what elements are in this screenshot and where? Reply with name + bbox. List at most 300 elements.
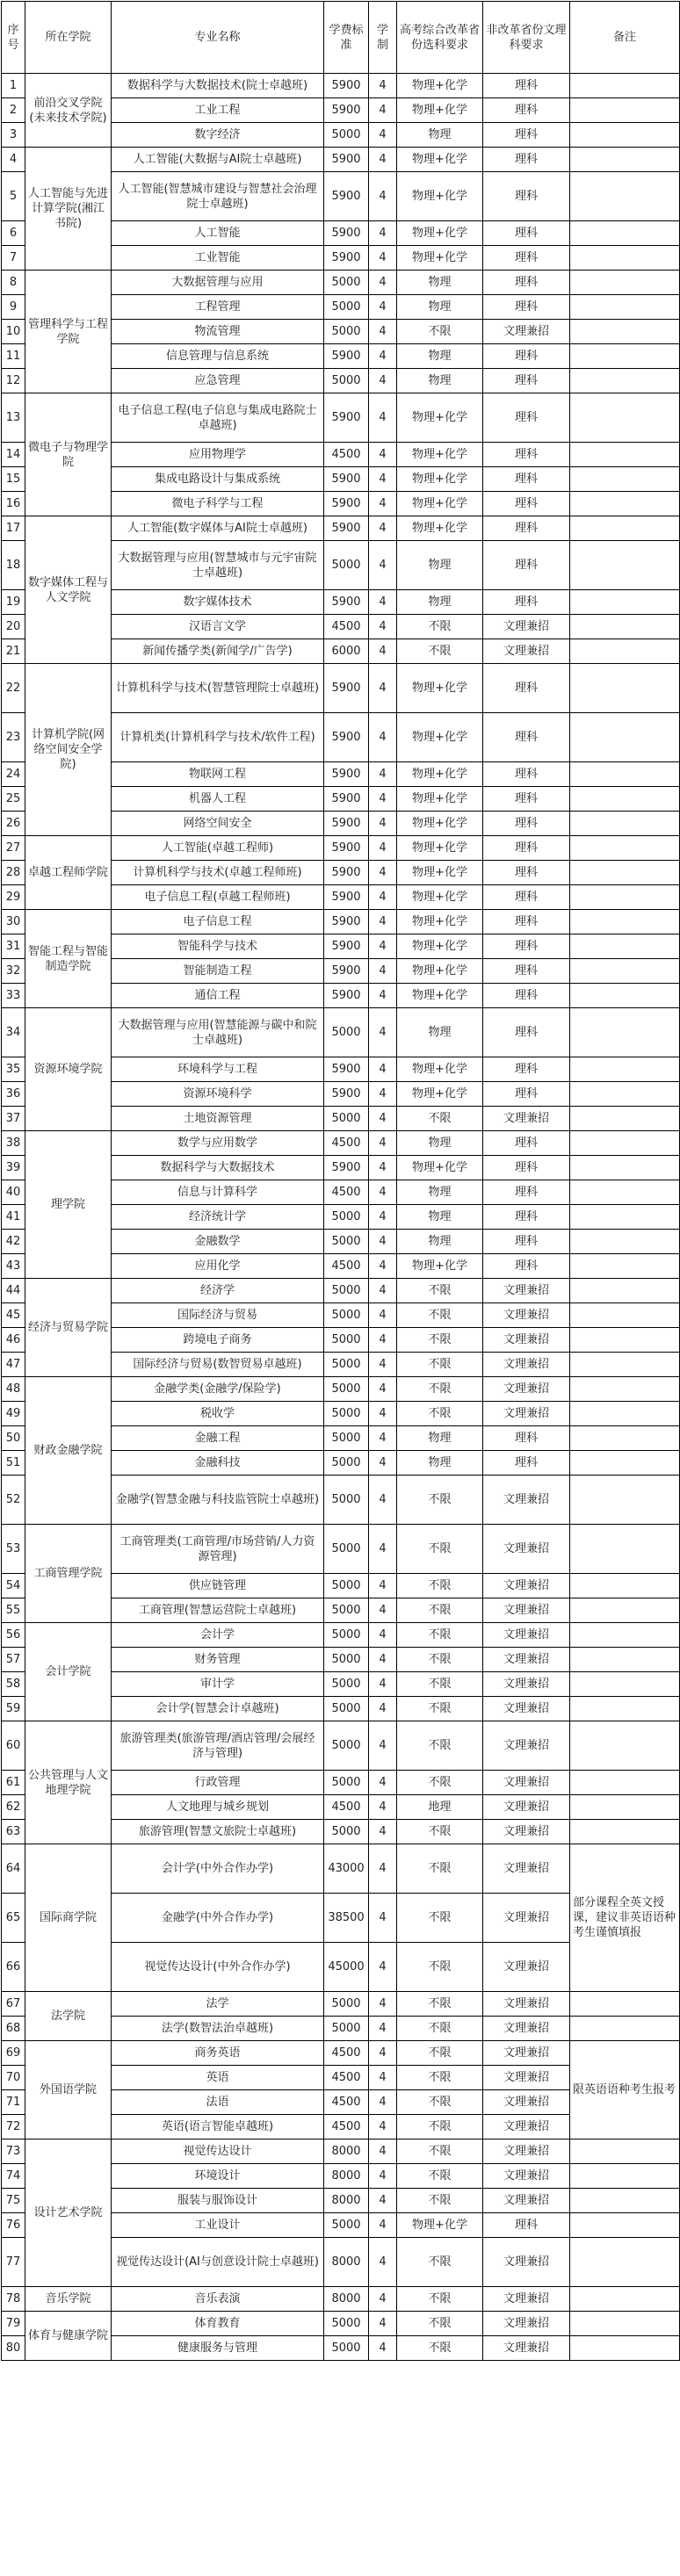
- reform-requirement: 物理: [397, 590, 483, 615]
- major-name: 跨境电子商务: [112, 1328, 324, 1353]
- nonreform-requirement: 理科: [483, 541, 570, 590]
- study-years: 4: [369, 984, 397, 1008]
- tuition-fee: 5900: [324, 984, 369, 1008]
- remark-empty: [570, 1771, 680, 1795]
- row-number: 48: [2, 1377, 25, 1402]
- remark-empty: [570, 836, 680, 861]
- major-name: 经济学: [112, 1279, 324, 1303]
- reform-requirement: 物理+化学: [397, 148, 483, 172]
- remark-empty: [570, 1648, 680, 1672]
- reform-requirement: 物理+化学: [397, 959, 483, 984]
- nonreform-requirement: 理科: [483, 443, 570, 467]
- reform-requirement: 不限: [397, 2312, 483, 2336]
- nonreform-requirement: 文理兼招: [483, 2017, 570, 2041]
- major-name: 金融学(中外合作办学): [112, 1894, 324, 1943]
- row-number: 8: [2, 271, 25, 295]
- nonreform-requirement: 理科: [483, 369, 570, 393]
- tuition-fee: 5000: [324, 1328, 369, 1353]
- row-number: 76: [2, 2213, 25, 2238]
- study-years: 4: [369, 344, 397, 369]
- study-years: 4: [369, 1598, 397, 1623]
- tuition-fee: 5900: [324, 590, 369, 615]
- major-name: 人工智能: [112, 221, 324, 246]
- row-number: 24: [2, 762, 25, 787]
- major-name: 国际经济与贸易: [112, 1303, 324, 1328]
- reform-requirement: 物理: [397, 123, 483, 148]
- study-years: 4: [369, 885, 397, 910]
- remark-empty: [570, 123, 680, 148]
- remark-empty: [570, 1672, 680, 1697]
- study-years: 4: [369, 1721, 397, 1771]
- reform-requirement: 不限: [397, 1894, 483, 1943]
- study-years: 4: [369, 2115, 397, 2139]
- major-name: 电子信息工程(卓越工程师班): [112, 885, 324, 910]
- row-number: 67: [2, 1992, 25, 2017]
- major-name: 人文地理与城乡规划: [112, 1795, 324, 1820]
- row-number: 27: [2, 836, 25, 861]
- major-name: 金融学(智慧金融与科技监管院士卓越班): [112, 1476, 324, 1525]
- major-name: 数据科学与大数据技术: [112, 1156, 324, 1180]
- nonreform-requirement: 理科: [483, 910, 570, 934]
- major-name: 会计学(智慧会计卓越班): [112, 1697, 324, 1721]
- major-name: 电子信息工程: [112, 910, 324, 934]
- tuition-fee: 5000: [324, 1008, 369, 1057]
- remark-empty: [570, 1451, 680, 1476]
- study-years: 4: [369, 1894, 397, 1943]
- reform-requirement: 物理+化学: [397, 762, 483, 787]
- study-years: 4: [369, 1402, 397, 1426]
- nonreform-requirement: 理科: [483, 984, 570, 1008]
- college-name: 微电子与物理学院: [25, 393, 112, 516]
- major-name: 应用物理学: [112, 443, 324, 467]
- reform-requirement: 不限: [397, 1328, 483, 1353]
- study-years: 4: [369, 1254, 397, 1279]
- reform-requirement: 不限: [397, 2139, 483, 2164]
- study-years: 4: [369, 74, 397, 98]
- reform-requirement: 不限: [397, 2115, 483, 2139]
- nonreform-requirement: 理科: [483, 172, 570, 221]
- remark-empty: [570, 1328, 680, 1353]
- remark-empty: [570, 2238, 680, 2287]
- row-number: 49: [2, 1402, 25, 1426]
- reform-requirement: 不限: [397, 2189, 483, 2213]
- major-name: 工业智能: [112, 246, 324, 271]
- reform-requirement: 物理+化学: [397, 1156, 483, 1180]
- remark-empty: [570, 2164, 680, 2189]
- study-years: 4: [369, 295, 397, 320]
- study-years: 4: [369, 2090, 397, 2115]
- study-years: 4: [369, 246, 397, 271]
- tuition-fee: 5000: [324, 1476, 369, 1525]
- remark-empty: [570, 762, 680, 787]
- row-number: 61: [2, 1771, 25, 1795]
- reform-requirement: 不限: [397, 639, 483, 664]
- nonreform-requirement: 文理兼招: [483, 1943, 570, 1992]
- study-years: 4: [369, 1230, 397, 1254]
- header-row: [2, 2, 680, 74]
- major-name: 人工智能(数字媒体与AI院士卓越班): [112, 516, 324, 541]
- major-name: 会计学: [112, 1623, 324, 1648]
- nonreform-requirement: 理科: [483, 885, 570, 910]
- remark-empty: [570, 934, 680, 959]
- row-number: 74: [2, 2164, 25, 2189]
- remark-empty: [570, 541, 680, 590]
- table-row: [2, 1992, 680, 2017]
- remark-empty: [570, 2213, 680, 2238]
- major-name: 英语: [112, 2066, 324, 2090]
- reform-requirement: 不限: [397, 1820, 483, 1844]
- table-row: [2, 1279, 680, 1303]
- nonreform-requirement: 理科: [483, 516, 570, 541]
- reform-requirement: 不限: [397, 1525, 483, 1574]
- nonreform-requirement: 理科: [483, 934, 570, 959]
- remark-empty: [570, 1205, 680, 1230]
- table-row: [2, 1623, 680, 1648]
- study-years: 4: [369, 1943, 397, 1992]
- study-years: 4: [369, 787, 397, 812]
- row-number: 66: [2, 1943, 25, 1992]
- study-years: 4: [369, 1771, 397, 1795]
- remark-empty: [570, 1353, 680, 1377]
- tuition-fee: 5000: [324, 541, 369, 590]
- study-years: 4: [369, 2238, 397, 2287]
- row-number: 59: [2, 1697, 25, 1721]
- remark-empty: [570, 713, 680, 762]
- tuition-fee: 5000: [324, 2312, 369, 2336]
- study-years: 4: [369, 934, 397, 959]
- tuition-fee: 4500: [324, 2115, 369, 2139]
- nonreform-requirement: 理科: [483, 98, 570, 123]
- tuition-fee: 4500: [324, 1131, 369, 1156]
- study-years: 4: [369, 1648, 397, 1672]
- remark-empty: [570, 1082, 680, 1107]
- table-row: [2, 148, 680, 172]
- study-years: 4: [369, 148, 397, 172]
- study-years: 4: [369, 1008, 397, 1057]
- study-years: 4: [369, 762, 397, 787]
- nonreform-requirement: 文理兼招: [483, 1303, 570, 1328]
- major-name: 税收学: [112, 1402, 324, 1426]
- nonreform-requirement: 文理兼招: [483, 1353, 570, 1377]
- nonreform-requirement: 文理兼招: [483, 639, 570, 664]
- tuition-fee: 5900: [324, 393, 369, 443]
- major-name: 国际经济与贸易(数智贸易卓越班): [112, 1353, 324, 1377]
- row-number: 62: [2, 1795, 25, 1820]
- nonreform-requirement: 文理兼招: [483, 1697, 570, 1721]
- major-name: 资源环境科学: [112, 1082, 324, 1107]
- major-name: 数字媒体技术: [112, 590, 324, 615]
- major-name: 工商管理类(工商管理/市场营销/人力资源管理): [112, 1525, 324, 1574]
- table-body: [2, 74, 680, 2361]
- tuition-fee: 5000: [324, 2213, 369, 2238]
- row-number: 37: [2, 1107, 25, 1131]
- college-name: 卓越工程师学院: [25, 836, 112, 910]
- college-name: 法学院: [25, 1992, 112, 2041]
- nonreform-requirement: 理科: [483, 1230, 570, 1254]
- row-number: 39: [2, 1156, 25, 1180]
- remark-empty: [570, 1697, 680, 1721]
- study-years: 4: [369, 639, 397, 664]
- row-number: 11: [2, 344, 25, 369]
- tuition-fee: 5000: [324, 2017, 369, 2041]
- row-number: 17: [2, 516, 25, 541]
- remark-text: 限英语语种考生报考: [570, 2041, 680, 2139]
- tuition-fee: 5900: [324, 1057, 369, 1082]
- major-name: 工业设计: [112, 2213, 324, 2238]
- study-years: 4: [369, 123, 397, 148]
- remark-empty: [570, 812, 680, 836]
- study-years: 4: [369, 467, 397, 492]
- row-number: 23: [2, 713, 25, 762]
- table-row: [2, 2041, 680, 2066]
- tuition-fee: 5900: [324, 713, 369, 762]
- row-number: 4: [2, 148, 25, 172]
- college-name: 国际商学院: [25, 1844, 112, 1992]
- nonreform-requirement: 文理兼招: [483, 1525, 570, 1574]
- reform-requirement: 不限: [397, 1107, 483, 1131]
- major-name: 商务英语: [112, 2041, 324, 2066]
- tuition-fee: 8000: [324, 2139, 369, 2164]
- reform-requirement: 不限: [397, 320, 483, 344]
- remark-empty: [570, 1820, 680, 1844]
- remark-empty: [570, 467, 680, 492]
- nonreform-requirement: 理科: [483, 1082, 570, 1107]
- row-number: 68: [2, 2017, 25, 2041]
- nonreform-requirement: 文理兼招: [483, 1820, 570, 1844]
- reform-requirement: 物理: [397, 1205, 483, 1230]
- nonreform-requirement: 理科: [483, 1205, 570, 1230]
- reform-requirement: 物理+化学: [397, 934, 483, 959]
- remark-empty: [570, 443, 680, 467]
- study-years: 4: [369, 1303, 397, 1328]
- study-years: 4: [369, 1328, 397, 1353]
- row-number: 21: [2, 639, 25, 664]
- remark-empty: [570, 861, 680, 885]
- study-years: 4: [369, 2164, 397, 2189]
- reform-requirement: 物理: [397, 344, 483, 369]
- major-name: 信息与计算科学: [112, 1180, 324, 1205]
- study-years: 4: [369, 1131, 397, 1156]
- row-number: 42: [2, 1230, 25, 1254]
- header-nonreform: 非改革省份文理科要求: [483, 2, 570, 74]
- major-name: 微电子科学与工程: [112, 492, 324, 516]
- major-name: 大数据管理与应用: [112, 271, 324, 295]
- remark-empty: [570, 1476, 680, 1525]
- remark-empty: [570, 959, 680, 984]
- nonreform-requirement: 理科: [483, 1156, 570, 1180]
- tuition-fee: 5900: [324, 934, 369, 959]
- nonreform-requirement: 理科: [483, 123, 570, 148]
- row-number: 33: [2, 984, 25, 1008]
- remark-empty: [570, 787, 680, 812]
- reform-requirement: 物理+化学: [397, 393, 483, 443]
- row-number: 10: [2, 320, 25, 344]
- reform-requirement: 不限: [397, 2041, 483, 2066]
- reform-requirement: 物理+化学: [397, 172, 483, 221]
- college-name: 音乐学院: [25, 2287, 112, 2312]
- admission-table: [1, 1, 680, 2361]
- reform-requirement: 不限: [397, 1721, 483, 1771]
- reform-requirement: 物理+化学: [397, 246, 483, 271]
- reform-requirement: 物理+化学: [397, 664, 483, 713]
- reform-requirement: 物理+化学: [397, 2213, 483, 2238]
- tuition-fee: 5000: [324, 1205, 369, 1230]
- tuition-fee: 5900: [324, 762, 369, 787]
- reform-requirement: 物理: [397, 1131, 483, 1156]
- college-name: 体育与健康学院: [25, 2312, 112, 2361]
- reform-requirement: 地理: [397, 1795, 483, 1820]
- reform-requirement: 不限: [397, 1377, 483, 1402]
- reform-requirement: 不限: [397, 1623, 483, 1648]
- nonreform-requirement: 理科: [483, 344, 570, 369]
- major-name: 旅游管理(智慧文旅院士卓越班): [112, 1820, 324, 1844]
- header-reform: 高考综合改革省份选科要求: [397, 2, 483, 74]
- tuition-fee: 45000: [324, 1943, 369, 1992]
- study-years: 4: [369, 320, 397, 344]
- nonreform-requirement: 理科: [483, 1426, 570, 1451]
- nonreform-requirement: 文理兼招: [483, 1328, 570, 1353]
- study-years: 4: [369, 2287, 397, 2312]
- row-number: 60: [2, 1721, 25, 1771]
- reform-requirement: 物理: [397, 1180, 483, 1205]
- study-years: 4: [369, 2213, 397, 2238]
- reform-requirement: 物理: [397, 1426, 483, 1451]
- major-name: 电子信息工程(电子信息与集成电路院士卓越班): [112, 393, 324, 443]
- tuition-fee: 5900: [324, 885, 369, 910]
- college-name: 经济与贸易学院: [25, 1279, 112, 1377]
- nonreform-requirement: 文理兼招: [483, 1672, 570, 1697]
- row-number: 64: [2, 1844, 25, 1894]
- remark-empty: [570, 344, 680, 369]
- remark-empty: [570, 1107, 680, 1131]
- row-number: 63: [2, 1820, 25, 1844]
- table-row: [2, 2139, 680, 2164]
- study-years: 4: [369, 1795, 397, 1820]
- table-row: [2, 664, 680, 713]
- row-number: 9: [2, 295, 25, 320]
- header-major: 专业名称: [112, 2, 324, 74]
- nonreform-requirement: 理科: [483, 1008, 570, 1057]
- row-number: 58: [2, 1672, 25, 1697]
- remark-empty: [570, 1721, 680, 1771]
- major-name: 物流管理: [112, 320, 324, 344]
- nonreform-requirement: 理科: [483, 713, 570, 762]
- remark-empty: [570, 1992, 680, 2017]
- reform-requirement: 物理+化学: [397, 861, 483, 885]
- table-row: [2, 74, 680, 98]
- tuition-fee: 5900: [324, 1156, 369, 1180]
- major-name: 新闻传播学类(新闻学/广告学): [112, 639, 324, 664]
- row-number: 55: [2, 1598, 25, 1623]
- reform-requirement: 物理+化学: [397, 812, 483, 836]
- table-row: [2, 1844, 680, 1894]
- study-years: 4: [369, 812, 397, 836]
- study-years: 4: [369, 516, 397, 541]
- major-name: 数字经济: [112, 123, 324, 148]
- row-number: 25: [2, 787, 25, 812]
- major-name: 视觉传达设计(AI与创意设计院士卓越班): [112, 2238, 324, 2287]
- reform-requirement: 不限: [397, 1672, 483, 1697]
- tuition-fee: 5000: [324, 123, 369, 148]
- table-row: [2, 393, 680, 443]
- major-name: 经济统计学: [112, 1205, 324, 1230]
- study-years: 4: [369, 541, 397, 590]
- tuition-fee: 4500: [324, 1180, 369, 1205]
- major-name: 汉语言文学: [112, 615, 324, 639]
- reform-requirement: 物理+化学: [397, 221, 483, 246]
- row-number: 5: [2, 172, 25, 221]
- study-years: 4: [369, 1057, 397, 1082]
- reform-requirement: 物理: [397, 1451, 483, 1476]
- nonreform-requirement: 理科: [483, 1451, 570, 1476]
- row-number: 69: [2, 2041, 25, 2066]
- reform-requirement: 不限: [397, 2066, 483, 2090]
- major-name: 服装与服饰设计: [112, 2189, 324, 2213]
- row-number: 43: [2, 1254, 25, 1279]
- tuition-fee: 5900: [324, 812, 369, 836]
- major-name: 视觉传达设计: [112, 2139, 324, 2164]
- tuition-fee: 5900: [324, 836, 369, 861]
- major-name: 应急管理: [112, 369, 324, 393]
- tuition-fee: 5000: [324, 1303, 369, 1328]
- tuition-fee: 5000: [324, 1402, 369, 1426]
- nonreform-requirement: 文理兼招: [483, 1402, 570, 1426]
- tuition-fee: 5000: [324, 1672, 369, 1697]
- study-years: 4: [369, 2189, 397, 2213]
- remark-empty: [570, 639, 680, 664]
- remark-empty: [570, 393, 680, 443]
- major-name: 计算机科学与技术(智慧管理院士卓越班): [112, 664, 324, 713]
- remark-empty: [570, 1525, 680, 1574]
- nonreform-requirement: 理科: [483, 812, 570, 836]
- nonreform-requirement: 文理兼招: [483, 2115, 570, 2139]
- tuition-fee: 4500: [324, 1254, 369, 1279]
- remark-empty: [570, 172, 680, 221]
- major-name: 工程管理: [112, 295, 324, 320]
- tuition-fee: 5000: [324, 1574, 369, 1598]
- college-name: 外国语学院: [25, 2041, 112, 2139]
- tuition-fee: 5000: [324, 1377, 369, 1402]
- nonreform-requirement: 文理兼招: [483, 1992, 570, 2017]
- remark-empty: [570, 910, 680, 934]
- major-name: 机器人工程: [112, 787, 324, 812]
- college-name: 资源环境学院: [25, 1008, 112, 1131]
- row-number: 40: [2, 1180, 25, 1205]
- remark-empty: [570, 1402, 680, 1426]
- header-no: 序号: [2, 2, 25, 74]
- study-years: 4: [369, 393, 397, 443]
- major-name: 审计学: [112, 1672, 324, 1697]
- nonreform-requirement: 文理兼招: [483, 1721, 570, 1771]
- table-row: [2, 910, 680, 934]
- tuition-fee: 5900: [324, 910, 369, 934]
- nonreform-requirement: 文理兼招: [483, 2287, 570, 2312]
- study-years: 4: [369, 1279, 397, 1303]
- row-number: 44: [2, 1279, 25, 1303]
- remark-empty: [570, 2287, 680, 2312]
- header-years: 学制: [369, 2, 397, 74]
- row-number: 53: [2, 1525, 25, 1574]
- remark-empty: [570, 1131, 680, 1156]
- nonreform-requirement: 文理兼招: [483, 1476, 570, 1525]
- row-number: 16: [2, 492, 25, 516]
- remark-empty: [570, 1598, 680, 1623]
- reform-requirement: 不限: [397, 2164, 483, 2189]
- reform-requirement: 不限: [397, 1402, 483, 1426]
- tuition-fee: 5900: [324, 787, 369, 812]
- major-name: 音乐表演: [112, 2287, 324, 2312]
- reform-requirement: 不限: [397, 1648, 483, 1672]
